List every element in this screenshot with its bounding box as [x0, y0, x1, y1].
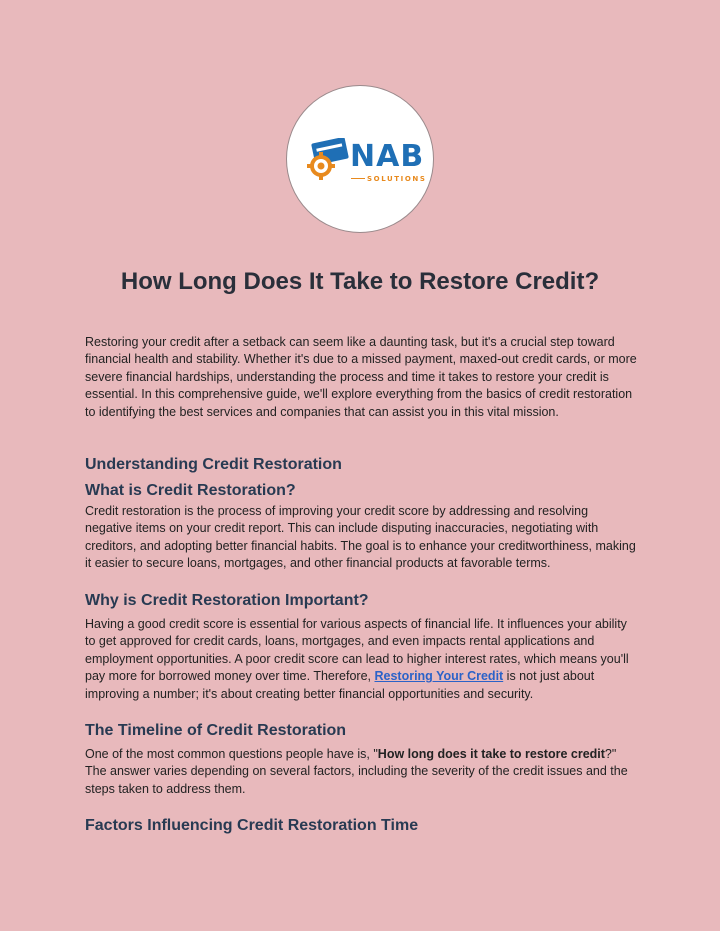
logo-tagline: SOLUTIONS [367, 175, 427, 183]
logo-divider [351, 178, 365, 179]
timeline-text-after: ?" The answer varies depending on several factors, including the severity of the credit issues and the steps taken to address them. [85, 747, 628, 796]
section-heading-understanding: Understanding Credit Restoration [85, 456, 342, 473]
intro-paragraph: Restoring your credit after a setback can seem like a daunting task, but it's a crucial step toward financial health and stability. Whether it's due to a missed payment, maxed-out credit cards, or more severe financial hardships, understanding the process and time it takes to restore your credit is essential. In this comprehensive guide, we'll explore everything from the basics of credit restoration to identifying the best services and companies that can assist you in this vital mission. [85, 335, 637, 419]
page-title: How Long Does It Take to Restore Credit? [120, 268, 600, 295]
section-heading-factors: Factors Influencing Credit Restoration Time [85, 817, 419, 834]
section-heading-what-is: What is Credit Restoration? [85, 482, 296, 499]
section-heading-timeline: The Timeline of Credit Restoration [85, 722, 347, 739]
why-text-after: is not just about improving a number; it's about creating better financial opportunities and security. [85, 669, 595, 701]
section-heading-why: Why is Credit Restoration Important? [85, 592, 369, 609]
timeline-paragraph [85, 746, 637, 798]
logo [286, 85, 434, 233]
timeline-question-bold: How long does it take to restore credit [377, 747, 605, 761]
what-is-paragraph: Credit restoration is the process of improving your credit score by addressing and resolving negative items on your credit report. This can include disputing inaccuracies, negotiating with creditors, and adopting better financial habits. The goal is to enhance your creditworthiness, making it easier to secure loans, mortgages, and other financial products at favorable terms. [85, 504, 636, 571]
timeline-text-before: One of the most common questions people have is, " [85, 747, 378, 761]
credit-card-gear-icon [305, 138, 353, 182]
why-paragraph [85, 616, 637, 703]
why-text-before: Having a good credit score is essential for various aspects of financial life. It influences your ability to get approved for credit cards, loans, mortgages, and even impacts rental applications and employment opportunities. A poor credit score can lead to higher interest rates, which means you'll pay more for borrowed money over time. Therefore, [85, 617, 629, 684]
restoring-your-credit-link[interactable]: Restoring Your Credit [374, 669, 504, 684]
logo-wordmark: NAB [350, 139, 425, 174]
